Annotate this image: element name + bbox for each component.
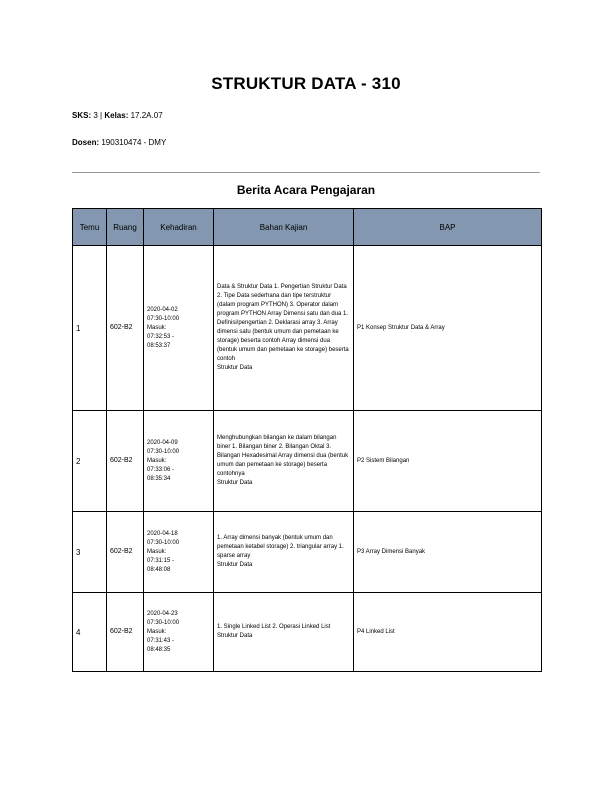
sks-label: SKS:: [72, 111, 92, 120]
bahan-text: Data & Struktur Data 1. Pengertian Struktur Data 2. Tipe Data sederhana dan tipe terstruktur (dalam program PYTHON) 3. Operator dalam program PYTHON Array Dimensi satu dan dua 1. Definisi/pengertian 2. Deklarasi array 3. Array dimensi satu (bentuk umum dan pemetaan ke storage) beserta contoh Array dimensi dua (bentuk umum dan pemetaan ke storage) beserta contoh: [217, 284, 349, 362]
kehadiran-cell: [144, 593, 214, 672]
bap-cell: P2 Sistem Bilangan: [354, 411, 542, 512]
jam: 07:30-10:00: [147, 619, 180, 626]
kehadiran-cell: [144, 411, 214, 512]
tanggal: 2020-04-02: [147, 306, 178, 313]
bahan-text: 1. Array dimensi banyak (bentuk umum dan pemetaan ketabel storage) 2. triangular array 1. sparse array: [217, 535, 344, 559]
bahan-kajian-cell: [214, 411, 354, 512]
bap-cell: P1 Konsep Struktur Data & Array: [354, 246, 542, 411]
jam: 07:30-10:00: [147, 315, 180, 322]
table-row: [73, 593, 542, 672]
kategori-text: Struktur Data: [217, 633, 253, 639]
tanggal: 2020-04-09: [147, 439, 178, 446]
bahan-text: 1. Single Linked List 2. Operasi Linked List: [217, 624, 331, 630]
masuk-time: 07:31:43 -: [147, 637, 175, 644]
bap-cell: P3 Array Dimensi Banyak: [354, 512, 542, 593]
masuk-label: Masuk:: [147, 324, 167, 331]
lecturer-meta: [72, 138, 166, 147]
jam: 07:30-10:00: [147, 448, 180, 455]
dosen-label: Dosen:: [72, 138, 100, 147]
column-header-kehadiran: Kehadiran: [144, 209, 214, 246]
column-header-ruang: Ruang: [107, 209, 144, 246]
column-header-temu: Temu: [73, 209, 107, 246]
course-meta: [72, 111, 163, 120]
bahan-text: Menghubungkan bilangan ke dalam bilangan biner 1. Bilangan biner 2. Bilangan Oktal 3. Bilangan Hexadesimal Array dimensi dua (bentuk umum dan pemetaan ke storage) beserta contohnya: [217, 435, 349, 477]
ruang-cell: 602-B2: [107, 411, 144, 512]
masuk-label: Masuk:: [147, 628, 167, 635]
table-row: [73, 411, 542, 512]
kelas-value: 17.2A.07: [130, 111, 163, 120]
bahan-kajian-cell: [214, 246, 354, 411]
separator: |: [100, 111, 103, 120]
tanggal: 2020-04-18: [147, 530, 178, 537]
kehadiran-cell: [144, 512, 214, 593]
table-row: [73, 512, 542, 593]
masuk-label: Masuk:: [147, 548, 167, 555]
masuk-time: 07:33:06 -: [147, 466, 175, 473]
masuk-time: 07:31:15 -: [147, 557, 175, 564]
jam: 07:30-10:00: [147, 539, 180, 546]
column-header-bap: BAP: [354, 209, 542, 246]
masuk-time: 07:32:53 -: [147, 333, 175, 340]
bahan-kajian-cell: [214, 512, 354, 593]
document-title: STRUKTUR DATA - 310: [211, 74, 401, 93]
column-header-bahan-kajian: Bahan Kajian: [214, 209, 354, 246]
bap-cell: P4 Linked List: [354, 593, 542, 672]
tanggal: 2020-04-23: [147, 610, 178, 617]
ruang-cell: 602-B2: [107, 512, 144, 593]
ruang-cell: 602-B2: [107, 593, 144, 672]
keluar-time: 08:35:34: [147, 475, 171, 482]
keluar-time: 08:53:37: [147, 342, 171, 349]
temu-cell: 1: [73, 246, 107, 411]
keluar-time: 08:48:35: [147, 646, 171, 653]
table-header-row: [73, 209, 542, 246]
section-title: Berita Acara Pengajaran: [236, 183, 376, 197]
kehadiran-cell: [144, 246, 214, 411]
temu-cell: 2: [73, 411, 107, 512]
sks-value: 3: [93, 111, 98, 120]
kategori-text: Struktur Data: [217, 365, 253, 371]
keluar-time: 08:48:08: [147, 566, 171, 573]
table-row: [73, 246, 542, 411]
dosen-value: 190310474 - DMY: [101, 138, 167, 147]
kategori-text: Struktur Data: [217, 562, 253, 568]
kategori-text: Struktur Data: [217, 480, 253, 486]
ruang-cell: 602-B2: [107, 246, 144, 411]
temu-cell: 4: [73, 593, 107, 672]
divider: [72, 172, 540, 173]
temu-cell: 3: [73, 512, 107, 593]
masuk-label: Masuk:: [147, 457, 167, 464]
teaching-record-table: [72, 208, 542, 672]
kelas-label: Kelas:: [104, 111, 129, 120]
bahan-kajian-cell: [214, 593, 354, 672]
